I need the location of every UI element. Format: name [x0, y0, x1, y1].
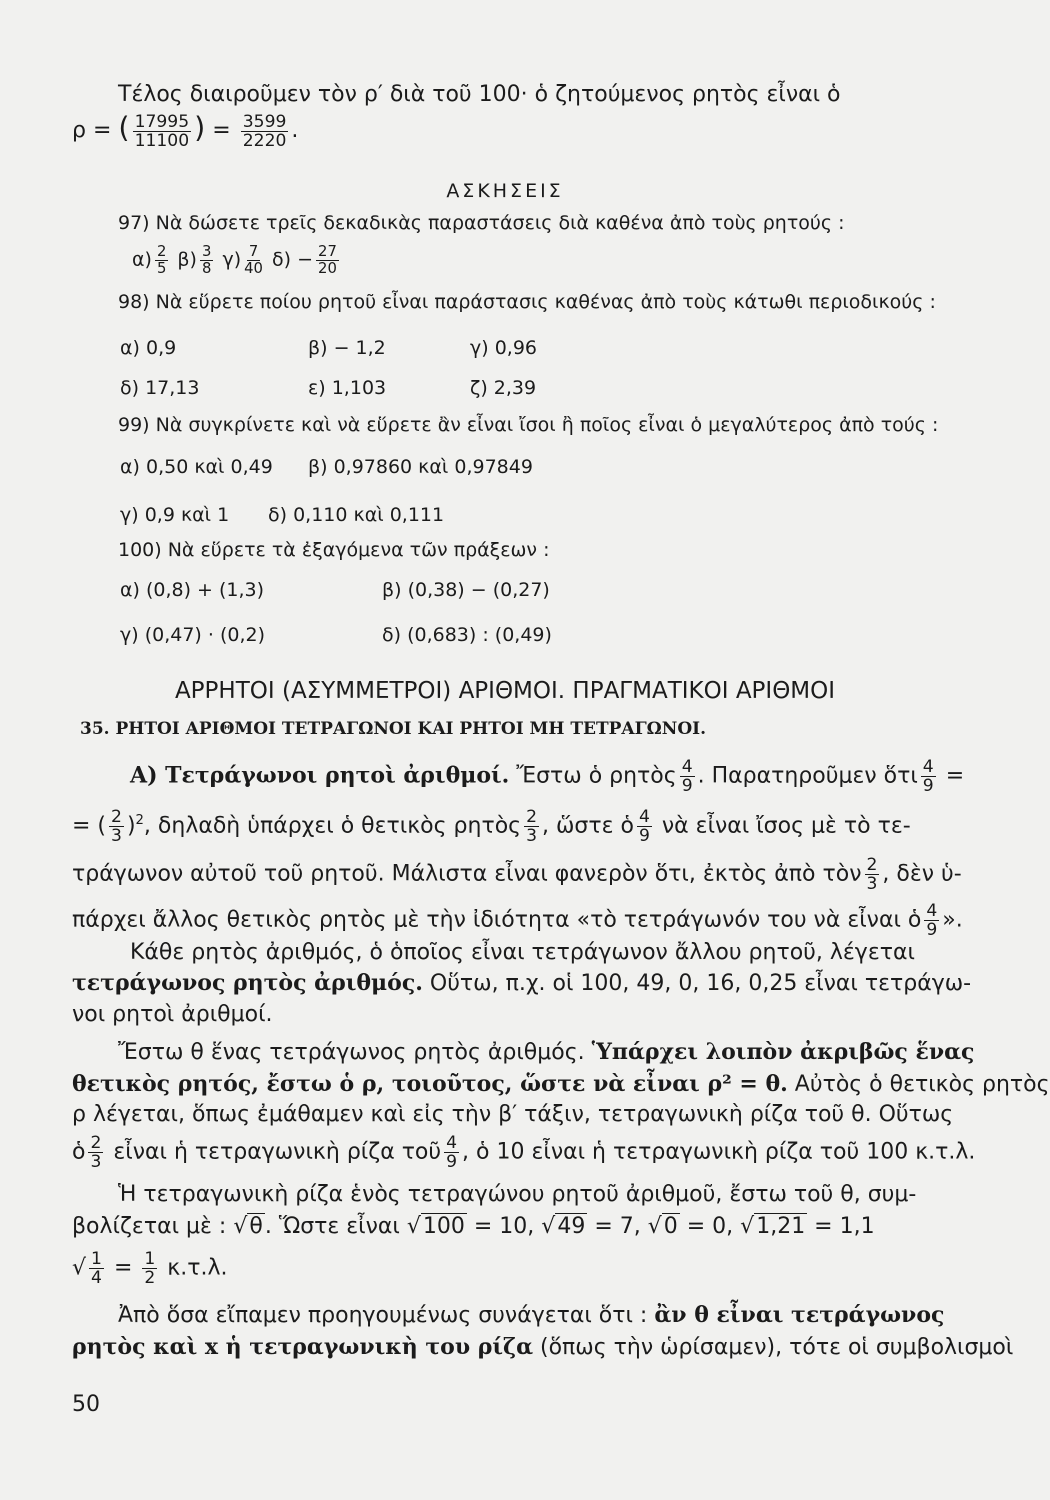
intro-line: Τέλος διαιροῦμεν τὸν ρ′ διὰ τοῦ 100· ὁ ζητούμενος ρητὸς εἶναι ὁ: [118, 82, 841, 107]
para-7: νοι ρητοὶ ἀριθμοί.: [72, 1002, 273, 1027]
para-11: ὁ $\frac{2}{3}$ εἶναι ἡ τετραγωνικὴ ρίζα τοῦ $\frac{4}{9}$ , ὁ 10 εἶναι ἡ τετραγωνικὴ ρίζα τοῦ 100 κ.τ.λ.: [72, 1133, 976, 1172]
exercise-97: 97) Νὰ δώσετε τρεῖς δεκαδικὰς παραστάσεις διὰ καθένα ἀπὸ τοὺς ρητούς :: [118, 212, 845, 234]
chapter-title: ΑΡΡΗΤΟΙ (ΑΣΥΜΜΕΤΡΟΙ) ΑΡΙΘΜΟΙ. ΠΡΑΓΜΑΤΙΚΟΙ ΑΡΙΘΜΟΙ: [174, 678, 836, 704]
para-10: ρ λέγεται, ὅπως ἐμάθαμεν καὶ εἰς τὴν β′ τάξιν, τετραγωνικὴ ρίζα τοῦ θ. Οὕτως: [72, 1102, 954, 1127]
exercise-98: 98) Νὰ εὕρετε ποίου ρητοῦ εἶναι παράστασις καθένας ἀπὸ τοὺς κάτωθι περιοδικούς :: [118, 291, 936, 313]
para-9: θετικὸς ρητός, ἔστω ὁ ρ, τοιοῦτος, ὥστε νὰ εἶναι ρ² = θ. Αὐτὸς ὁ θετικὸς ρητὸς: [72, 1071, 1050, 1097]
rho-equation: ρ = ( $\frac{17995}{11100}$ ) = $\frac{3599}{2220}$ .: [72, 110, 299, 151]
para-3: τράγωνον αὐτοῦ τοῦ ρητοῦ. Μάλιστα εἶναι φανερὸν ὅτι, ἐκτὸς ἀπὸ τὸν $\frac{2}{3}$ , δὲν ὑ-: [72, 855, 962, 894]
para-4: πάρχει ἄλλος θετικὸς ρητὸς μὲ τὴν ἰδιότητα «τὸ τετράγωνόν του νὰ εἶναι ὁ $\frac{4}{9}$ ».: [72, 901, 963, 940]
page-number: 50: [72, 1392, 100, 1417]
section-title: 35. ΡΗΤΟΙ ΑΡΙΘΜΟΙ ΤΕΤΡΑΓΩΝΟΙ ΚΑΙ ΡΗΤΟΙ ΜΗ ΤΕΤΡΑΓΩΝΟΙ.: [80, 719, 707, 739]
para-13: βολίζεται μὲ : √θ. Ὥστε εἶναι √100 = 10, √49 = 7, √0 = 0, √1,21 = 1,1: [72, 1214, 875, 1239]
exercise-97-items: α) $\frac{2}{5}$ β) $\frac{3}{8}$ γ) $\frac{7}{40}$ δ) − $\frac{27}{20}$: [132, 243, 337, 277]
para-1: Α) Τετράγωνοι ρητοὶ ἀριθμοί. Ἔστω ὁ ρητὸς $\frac{4}{9}$ . Παρατηροῦμεν ὅτι $\frac{4}{9}$ =: [130, 757, 965, 796]
para-13-cont: √ $\frac{1}{4}$ = $\frac{1}{2}$ κ.τ.λ.: [72, 1249, 228, 1288]
exercises-heading: ΑΣΚΗΣΕΙΣ: [446, 180, 564, 202]
para-2: = ( $\frac{2}{3}$ )$^2$, δηλαδὴ ὑπάρχει ὁ θετικὸς ρητὸς $\frac{2}{3}$ , ὥστε ὁ $\frac{4}{9}$ νὰ εἶναι ἴσος μὲ τὸ τε-: [72, 806, 911, 846]
para-12: Ἡ τετραγωνικὴ ρίζα ἑνὸς τετραγώνου ρητοῦ ἀριθμοῦ, ἔστω τοῦ θ, συμ-: [118, 1182, 917, 1207]
para-6: τετράγωνος ρητὸς ἀριθμός. Οὕτω, π.χ. οἱ 100, 49, 0, 16, 0,25 εἶναι τετράγω-: [72, 970, 972, 996]
exercise-99: 99) Νὰ συγκρίνετε καὶ νὰ εὕρετε ἂν εἶναι ἴσοι ἢ ποῖος εἶναι ὁ μεγαλύτερος ἀπὸ τούς :: [118, 414, 939, 436]
para-5: Κάθε ρητὸς ἀριθμός, ὁ ὁποῖος εἶναι τετράγωνον ἄλλου ρητοῦ, λέγεται: [130, 940, 915, 965]
para-15: ρητὸς καὶ x ἡ τετραγωνικὴ του ρίζα (ὅπως τὴν ὡρίσαμεν), τότε οἱ συμβολισμοὶ: [72, 1334, 1014, 1360]
document-page: Τέλος διαιροῦμεν τὸν ρ′ διὰ τοῦ 100· ὁ ζητούμενος ρητὸς εἶναι ὁ ρ = ( $\frac{17995}{11100}$ ) = $\frac{3599}{2220}$ . ΑΣΚΗΣΕΙΣ 97) Νὰ δώσετε τρεῖς δεκαδικὰς παραστάσεις διὰ καθένα ἀπὸ τοὺς ρητούς : α) $\frac{2}{5}$ β) $\frac{3}{8}$ γ) $\frac{7}{40}$ δ) − $\frac{27}{20}$ 98) Νὰ εὕρετε ποίου ρητοῦ εἶναι παράστασις καθένας ἀπὸ τοὺς κάτωθι περιοδικούς : α) 0,9 β) − 1,2 γ) 0,96 δ) 17,13 ε) 1,103 ζ) 2,39 99) Νὰ συγκρίνετε καὶ νὰ εὕρετε ἂν εἶναι ἴσοι ἢ ποῖος εἶναι ὁ μεγαλύτερος ἀπὸ τούς : α) 0,50 καὶ 0,49 β) 0,97860 καὶ 0,97849 γ) 0,9 καὶ 1 δ) 0,110 καὶ 0,111 100) Νὰ εὕρετε τὰ ἐξαγόμενα τῶν πράξεων : α) (0,8) + (1,3) β) (0,38) − (0,27) γ) (0,47) · (0,2) δ) (0,683) : (0,49) ΑΡΡΗΤΟΙ (ΑΣΥΜΜΕΤΡΟΙ) ΑΡΙΘΜΟΙ. ΠΡΑΓΜΑΤΙΚΟΙ ΑΡΙΘΜΟΙ 35. ΡΗΤΟΙ ΑΡΙΘΜΟΙ ΤΕΤΡΑΓΩΝΟΙ ΚΑΙ ΡΗΤΟΙ ΜΗ ΤΕΤΡΑΓΩΝΟΙ. Α) Τετράγωνοι ρητοὶ ἀριθμοί. Ἔστω ὁ ρητὸς $\frac{4}{9}$ . Παρατηροῦμεν ὅτι $\frac{4}{9}$ = = ( $\frac{2}{3}$ )$^2$, δηλαδὴ ὑπάρχει ὁ θετικὸς ρητὸς $\frac{2}{3}$ , ὥστε ὁ $\frac{4}{9}$ νὰ εἶναι ἴσος μὲ τὸ τε- τράγωνον αὐτοῦ τοῦ ρητοῦ. Μάλιστα εἶναι φανερὸν ὅτι, ἐκτὸς ἀπὸ τὸν $\frac{2}{3}$ , δὲν ὑ- πάρχει ἄλλος θετικὸς ρητὸς μὲ τὴν ἰδιότητα «τὸ τετράγωνόν του νὰ εἶναι ὁ $\frac{4}{9}$ ». Κάθε ρητὸς ἀριθμός, ὁ ὁποῖος εἶναι τετράγωνον ἄλλου ρητοῦ, λέγεται τετράγωνος ρητὸς ἀριθμός. Οὕτω, π.χ. οἱ 100, 49, 0, 16, 0,25 εἶναι τετράγω- νοι ρητοὶ ἀριθμοί. Ἔστω θ ἕνας τετράγωνος ρητὸς ἀριθμός. Ὑπάρχει λοιπὸν ἀκριβῶς ἕνας θετικὸς ρητός, ἔστω ὁ ρ, τοιοῦτος, ὥστε νὰ εἶναι ρ² = θ. Αὐτὸς ὁ θετικὸς ρητὸς ρ λέγεται, ὅπως ἐμάθαμεν καὶ εἰς τὴν β′ τάξιν, τετραγωνικὴ ρίζα τοῦ θ. Οὕτως ὁ $\frac{2}{3}$ εἶναι ἡ τετραγωνικὴ ρίζα τοῦ $\frac{4}{9}$ , ὁ 10 εἶναι ἡ τετραγωνικὴ ρίζα τοῦ 100 κ.τ.λ. Ἡ τετραγωνικὴ ρίζα ἑνὸς τετραγώνου ρητοῦ ἀριθμοῦ, ἔστω τοῦ θ, συμ- βολίζεται μὲ : √θ. Ὥστε εἶναι √100 = 10, √49 = 7, √0 = 0, √1,21 = 1,1 √ $\frac{1}{4}$ = $\frac{1}{2}$ κ.τ.λ. Ἀπὸ ὅσα εἴπαμεν προηγουμένως συνάγεται ὅτι : ἂν θ εἶναι τετράγωνος ρητὸς καὶ x ἡ τετραγωνικὴ του ρίζα (ὅπως τὴν ὡρίσαμεν), τότε οἱ συμβολισμοὶ 50: [0, 0, 976, 1500]
exercise-100: 100) Νὰ εὕρετε τὰ ἐξαγόμενα τῶν πράξεων :: [118, 539, 550, 561]
para-8: Ἔστω θ ἕνας τετράγωνος ρητὸς ἀριθμός. Ὑπάρχει λοιπὸν ἀκριβῶς ἕνας: [118, 1039, 975, 1065]
para-14: Ἀπὸ ὅσα εἴπαμεν προηγουμένως συνάγεται ὅτι : ἂν θ εἶναι τετράγωνος: [118, 1302, 945, 1328]
